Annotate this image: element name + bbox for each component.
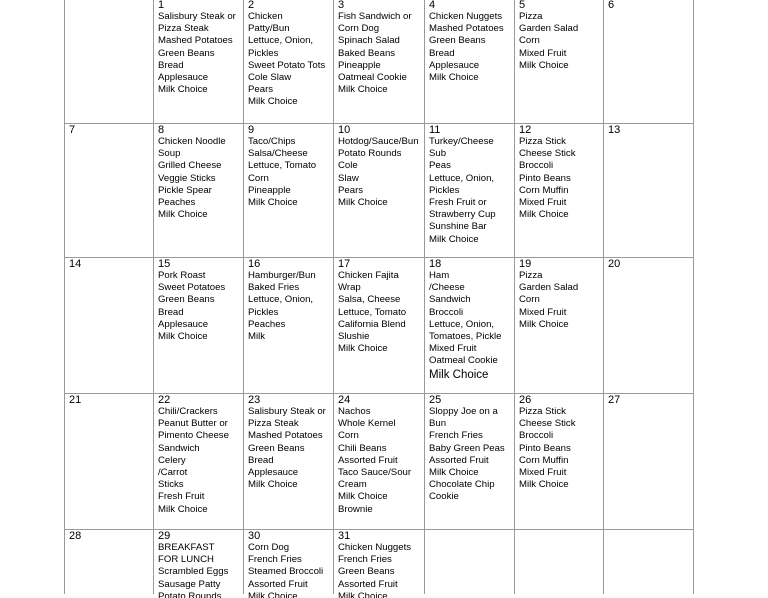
menu-item: Pears <box>338 184 364 196</box>
menu-item: Bun <box>429 418 447 430</box>
menu-item: Pizza <box>519 270 543 281</box>
menu-item: Milk Choice <box>338 590 388 598</box>
menu-items <box>248 270 332 343</box>
menu-item: Bread <box>158 59 184 71</box>
menu-item: Sandwich <box>429 294 471 306</box>
menu-item: Bread <box>248 454 274 466</box>
menu-item: Milk Choice <box>248 96 298 108</box>
day-cell <box>603 0 693 123</box>
day-number: 7 <box>69 124 76 136</box>
menu-item: Celery <box>158 454 186 466</box>
menu-items <box>338 406 423 516</box>
menu-item: Pinto Beans <box>519 172 571 184</box>
menu-items <box>158 406 242 516</box>
menu-item: Assorted Fruit <box>338 454 398 466</box>
day-number: 28 <box>69 530 82 542</box>
menu-item: Soup <box>158 148 181 160</box>
menu-item: Mashed Potatoes <box>429 23 504 35</box>
day-cell <box>333 0 424 123</box>
day-number: 31 <box>338 530 351 542</box>
menu-item: Lettuce, Onion, <box>429 318 495 330</box>
menu-item: Green Beans <box>158 294 215 306</box>
menu-item: Sloppy Joe on a <box>429 406 498 417</box>
menu-item: Mixed Fruit <box>519 197 567 209</box>
day-cell <box>514 530 603 598</box>
menu-item: Taco Sauce/Sour <box>338 467 412 479</box>
day-cell <box>603 258 693 393</box>
menu-item: California Blend <box>338 318 406 330</box>
menu-item: Cheese Stick <box>519 418 576 430</box>
menu-item: Assorted Fruit <box>338 578 398 590</box>
menu-item: Pinto Beans <box>519 442 571 454</box>
menu-item: Baked Beans <box>338 47 396 59</box>
menu-item: Peas <box>429 160 451 172</box>
day-cell <box>243 124 333 257</box>
menu-items <box>429 136 513 246</box>
menu-items <box>429 406 513 504</box>
day-cell <box>333 124 424 257</box>
day-cell <box>64 394 153 529</box>
menu-item: Corn <box>519 35 540 47</box>
day-number: 2 <box>248 0 255 11</box>
menu-item: Cookie <box>429 491 459 503</box>
menu-item: Cream <box>338 479 367 491</box>
menu-item: Sausage Patty <box>158 578 221 590</box>
menu-item: Pimento Cheese <box>158 430 229 442</box>
menu-items <box>429 11 513 84</box>
menu-item: Lettuce, Onion, <box>248 35 314 47</box>
day-cell <box>333 394 424 529</box>
menu-item: Hotdog/Sauce/Bun <box>338 136 419 147</box>
menu-item: Corn Dog <box>338 23 380 35</box>
menu-item: Taco/Chips <box>248 136 296 147</box>
menu-item: Patty/Bun <box>248 23 290 35</box>
menu-item: Salisbury Steak or <box>158 11 236 22</box>
menu-item: Chicken <box>248 11 283 22</box>
menu-items <box>158 270 242 343</box>
day-cell <box>514 124 603 257</box>
menu-item: Milk Choice <box>338 84 388 96</box>
day-cell <box>64 0 153 123</box>
day-number: 14 <box>69 258 82 270</box>
menu-item: Whole Kernel <box>338 418 396 430</box>
menu-items <box>248 136 332 209</box>
menu-item: Corn Muffin <box>519 454 569 466</box>
day-cell <box>64 530 153 598</box>
menu-item: Lettuce, Onion, <box>429 172 495 184</box>
day-number: 8 <box>158 124 165 136</box>
menu-item: Pizza Steak <box>248 418 299 430</box>
day-number: 3 <box>338 0 345 11</box>
menu-item: Potato Rounds <box>158 590 222 598</box>
menu-item: Sweet Potatoes <box>158 282 226 294</box>
day-number: 13 <box>608 124 621 136</box>
menu-item: FOR LUNCH <box>158 554 214 566</box>
menu-item: Sub <box>429 148 447 160</box>
menu-item: Mashed Potatoes <box>158 35 233 47</box>
menu-item: Milk Choice <box>429 368 489 381</box>
menu-item: Chicken Nuggets <box>429 11 503 22</box>
menu-item: Fresh Fruit or <box>429 197 487 209</box>
menu-item: Green Beans <box>429 35 486 47</box>
menu-items <box>519 270 602 331</box>
menu-item: French Fries <box>429 430 483 442</box>
menu-item: Corn <box>519 294 540 306</box>
day-number: 11 <box>429 124 441 136</box>
menu-item: Corn Muffin <box>519 184 569 196</box>
day-number: 21 <box>69 394 82 406</box>
menu-item: Oatmeal Cookie <box>429 355 498 367</box>
menu-item: Peaches <box>158 197 196 209</box>
day-cell <box>424 124 514 257</box>
menu-item: Sandwich <box>158 442 200 454</box>
menu-item: Spinach Salad <box>338 35 400 47</box>
menu-item: Scrambled Eggs <box>158 566 229 578</box>
menu-item: Grilled Cheese <box>158 160 222 172</box>
menu-item: Milk Choice <box>248 479 298 491</box>
menu-item: Pizza Steak <box>158 23 209 35</box>
day-cell <box>424 394 514 529</box>
menu-item: Peanut Butter or <box>158 418 228 430</box>
day-cell <box>514 394 603 529</box>
menu-item: Applesauce <box>429 59 480 71</box>
day-cell <box>243 530 333 598</box>
grid-column-line <box>693 0 694 594</box>
day-number: 15 <box>158 258 171 270</box>
day-number: 22 <box>158 394 171 406</box>
day-cell <box>153 258 243 393</box>
menu-item: Milk <box>248 331 266 343</box>
menu-item: Pickles <box>248 47 279 59</box>
menu-item: Milk Choice <box>158 209 208 221</box>
menu-item: Chocolate Chip <box>429 479 495 491</box>
menu-item: Milk Choice <box>338 197 388 209</box>
menu-item: Lettuce, Onion, <box>248 294 314 306</box>
menu-item: Steamed Broccoli <box>248 566 324 578</box>
menu-item: Pineapple <box>248 184 291 196</box>
menu-item: Strawberry Cup <box>429 209 496 221</box>
menu-item: Applesauce <box>158 72 209 84</box>
menu-items <box>248 542 332 598</box>
menu-item: Milk Choice <box>158 84 208 96</box>
menu-item: Oatmeal Cookie <box>338 72 407 84</box>
menu-items <box>158 542 242 598</box>
day-cell <box>333 258 424 393</box>
menu-item: Chicken Nuggets <box>338 542 412 553</box>
day-number: 1 <box>158 0 165 11</box>
menu-item: Pizza <box>519 11 543 22</box>
menu-item: Baked Fries <box>248 282 300 294</box>
menu-item: Bread <box>429 47 455 59</box>
day-cell <box>243 258 333 393</box>
day-number: 24 <box>338 394 351 406</box>
day-number: 27 <box>608 394 621 406</box>
menu-item: Pizza Stick <box>519 406 566 417</box>
day-cell <box>243 0 333 123</box>
menu-item: Green Beans <box>158 47 215 59</box>
menu-items <box>338 270 423 355</box>
menu-item: Applesauce <box>248 467 299 479</box>
menu-item: Mixed Fruit <box>429 343 477 355</box>
menu-item: Corn <box>338 430 359 442</box>
menu-items <box>519 11 602 72</box>
day-number: 9 <box>248 124 255 136</box>
menu-item: Ham <box>429 270 450 281</box>
menu-item: Sticks <box>158 479 184 491</box>
day-cell <box>243 394 333 529</box>
day-cell <box>424 0 514 123</box>
menu-item: Chili Beans <box>338 442 387 454</box>
menu-item: /Cheese <box>429 282 465 294</box>
menu-item: BREAKFAST <box>158 542 215 553</box>
menu-items <box>338 11 423 96</box>
menu-item: Milk Choice <box>519 479 569 491</box>
day-number: 16 <box>248 258 261 270</box>
menu-item: Pickles <box>429 184 460 196</box>
menu-item: Hamburger/Bun <box>248 270 316 281</box>
menu-item: Milk Choice <box>519 209 569 221</box>
day-cell <box>333 530 424 598</box>
menu-item: Pickles <box>248 306 279 318</box>
menu-item: Salsa/Cheese <box>248 148 308 160</box>
menu-item: Garden Salad <box>519 23 579 35</box>
menu-items <box>338 136 423 209</box>
menu-item: Milk Choice <box>519 318 569 330</box>
menu-item: Chili/Crackers <box>158 406 218 417</box>
menu-item: Mixed Fruit <box>519 467 567 479</box>
menu-item: Pickle Spear <box>158 184 212 196</box>
day-number: 20 <box>608 258 621 270</box>
day-number: 19 <box>519 258 532 270</box>
menu-item: Mixed Fruit <box>519 47 567 59</box>
day-cell <box>153 124 243 257</box>
day-number: 17 <box>338 258 351 270</box>
day-cell <box>153 394 243 529</box>
menu-item: Turkey/Cheese <box>429 136 494 147</box>
menu-item: Sunshine Bar <box>429 221 487 233</box>
menu-item: Broccoli <box>429 306 464 318</box>
menu-item: Cole <box>338 160 358 172</box>
day-cell <box>153 530 243 598</box>
menu-item: Milk Choice <box>248 590 298 598</box>
day-cell <box>64 258 153 393</box>
day-number: 12 <box>519 124 532 136</box>
menu-item: Pineapple <box>338 59 381 71</box>
menu-items <box>248 406 332 491</box>
day-cell <box>514 0 603 123</box>
menu-item: Green Beans <box>338 566 395 578</box>
day-number: 5 <box>519 0 526 11</box>
menu-items <box>338 542 423 598</box>
menu-item: Milk Choice <box>429 233 479 245</box>
menu-item: Milk Choice <box>429 467 479 479</box>
day-number: 6 <box>608 0 615 11</box>
menu-item: Bread <box>158 306 184 318</box>
menu-item: Broccoli <box>519 160 554 172</box>
menu-item: Cole Slaw <box>248 72 292 84</box>
menu-item: Applesauce <box>158 318 209 330</box>
menu-item: Assorted Fruit <box>429 454 489 466</box>
menu-item: Baby Green Peas <box>429 442 505 454</box>
menu-item: Milk Choice <box>338 343 388 355</box>
menu-item: Salsa, Cheese <box>338 294 401 306</box>
menu-items <box>248 11 332 109</box>
menu-item: Milk Choice <box>519 59 569 71</box>
menu-item: Garden Salad <box>519 282 579 294</box>
menu-items <box>519 136 602 221</box>
day-cell <box>64 124 153 257</box>
day-cell <box>514 258 603 393</box>
menu-item: Corn Dog <box>248 542 290 553</box>
menu-item: Mashed Potatoes <box>248 430 323 442</box>
day-number: 26 <box>519 394 532 406</box>
day-cell <box>424 258 514 393</box>
menu-item: Green Beans <box>248 442 305 454</box>
menu-item: Slaw <box>338 172 359 184</box>
day-number: 30 <box>248 530 261 542</box>
day-number: 23 <box>248 394 261 406</box>
menu-items <box>158 11 242 96</box>
day-cell <box>603 530 693 598</box>
menu-item: Assorted Fruit <box>248 578 308 590</box>
menu-item: Salisbury Steak or <box>248 406 326 417</box>
menu-item: Milk Choice <box>248 197 298 209</box>
menu-item: Slushie <box>338 331 370 343</box>
menu-item: Peaches <box>248 318 286 330</box>
menu-item: Corn <box>248 172 269 184</box>
day-number: 10 <box>338 124 351 136</box>
day-cell <box>153 0 243 123</box>
menu-item: Tomatoes, Pickle <box>429 331 502 343</box>
menu-item: Pears <box>248 84 274 96</box>
menu-item: Milk Choice <box>158 331 208 343</box>
menu-item: Milk Choice <box>158 503 208 515</box>
menu-item: Broccoli <box>519 430 554 442</box>
menu-item: French Fries <box>338 554 392 566</box>
menu-item: Pizza Stick <box>519 136 566 147</box>
menu-item: Chicken Fajita <box>338 270 399 281</box>
menu-items <box>158 136 242 221</box>
menu-item: Brownie <box>338 503 373 515</box>
menu-items <box>429 270 513 382</box>
menu-item: Veggie Sticks <box>158 172 216 184</box>
menu-item: Sweet Potato Tots <box>248 59 326 71</box>
menu-item: Fresh Fruit <box>158 491 205 503</box>
menu-item: French Fries <box>248 554 302 566</box>
menu-item: Chicken Noodle <box>158 136 226 147</box>
day-number: 18 <box>429 258 442 270</box>
menu-item: Fish Sandwich or <box>338 11 412 22</box>
day-cell <box>603 394 693 529</box>
day-number: 29 <box>158 530 171 542</box>
day-cell <box>424 530 514 598</box>
menu-item: Milk Choice <box>429 72 479 84</box>
menu-item: Pork Roast <box>158 270 206 281</box>
menu-item: Potato Rounds <box>338 148 402 160</box>
menu-item: Cheese Stick <box>519 148 576 160</box>
menu-item: /Carrot <box>158 467 188 479</box>
menu-item: Lettuce, Tomato <box>248 160 317 172</box>
menu-item: Mixed Fruit <box>519 306 567 318</box>
menu-item: Nachos <box>338 406 371 417</box>
day-number: 4 <box>429 0 436 11</box>
menu-item: Wrap <box>338 282 361 294</box>
menu-item: Lettuce, Tomato <box>338 306 407 318</box>
day-cell <box>603 124 693 257</box>
day-number: 25 <box>429 394 442 406</box>
menu-item: Milk Choice <box>338 491 388 503</box>
menu-items <box>519 406 602 491</box>
